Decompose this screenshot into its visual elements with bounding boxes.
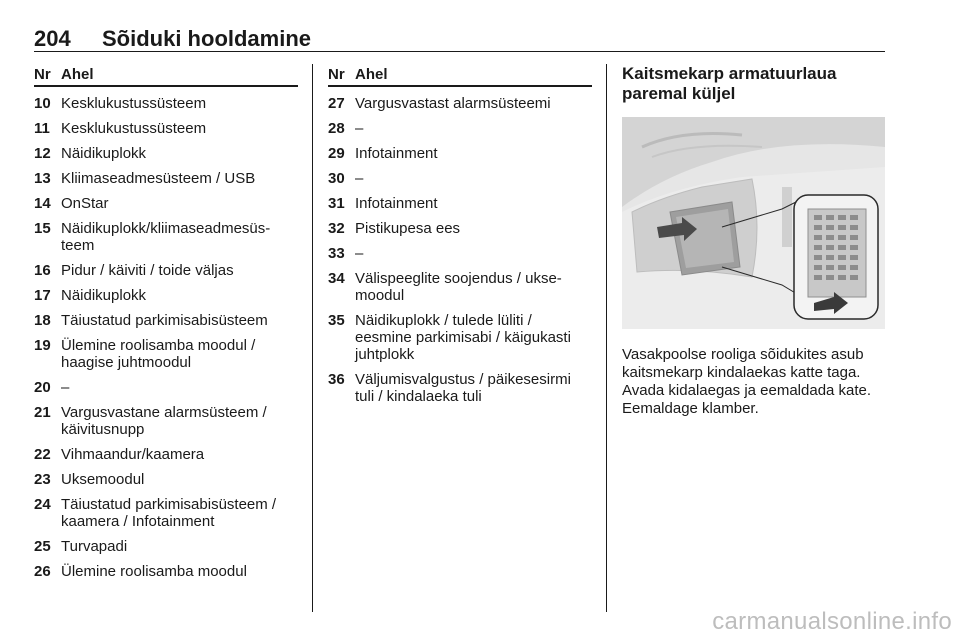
circuit-name: Täiustatud parkimisabisüsteem / kaamera / Infotainment <box>61 496 277 530</box>
circuit-name: Uksemoodul <box>61 471 145 488</box>
fuse-number: 17 <box>34 287 51 304</box>
fuse-number: 33 <box>328 245 345 262</box>
circuit-name: Pistikupesa ees <box>355 220 461 237</box>
table-row <box>34 446 298 463</box>
table-row <box>34 95 298 112</box>
fuse-number: 16 <box>34 262 51 279</box>
table-row <box>34 287 298 304</box>
header-nr: Nr <box>328 66 345 83</box>
circuit-name: Kliimaseadmesüsteem / USB <box>61 170 256 187</box>
table-row <box>34 563 298 580</box>
fuse-number: 21 <box>34 404 51 421</box>
dashboard-illustration <box>622 117 885 329</box>
circuit-name: Ülemine roolisamba moodul <box>61 563 247 580</box>
section-title <box>622 64 887 104</box>
table-row <box>328 371 592 405</box>
paragraph-line: Eemaldage klamber. <box>622 400 759 417</box>
table-row <box>34 404 298 438</box>
circuit-name: – <box>355 170 364 187</box>
table-row <box>328 95 592 112</box>
fuse-number: 20 <box>34 379 51 396</box>
circuit-name: Infotainment <box>355 145 438 162</box>
circuit-name: Vargusvastast alarmsüsteemi <box>355 95 551 112</box>
table-row <box>34 170 298 187</box>
table-row <box>328 270 592 304</box>
fuse-number: 34 <box>328 270 345 287</box>
section-title-line: paremal küljel <box>622 84 736 103</box>
paragraph-line: kaitsmekarp kindalaekas katte taga. <box>622 364 861 381</box>
fuse-number: 35 <box>328 312 345 329</box>
table-header <box>328 64 592 87</box>
paragraph-line: Avada kidalaegas ja eemaldada kate. <box>622 382 872 399</box>
table-row <box>328 245 592 262</box>
table-row <box>34 337 298 371</box>
circuit-name: Kesklukustussüsteem <box>61 120 207 137</box>
circuit-name: – <box>61 379 70 396</box>
table-row <box>34 195 298 212</box>
page-title: Sõiduki hooldamine <box>102 26 312 51</box>
table-row <box>34 538 298 555</box>
table-row <box>328 220 592 237</box>
fuse-table-left <box>34 64 298 588</box>
circuit-name: Näidikuplokk/kliimaseadmesüs- teem <box>61 220 271 254</box>
section-fuse-box <box>622 64 887 418</box>
fuse-number: 14 <box>34 195 51 212</box>
circuit-name: Välispeeglite soojendus / ukse- moodul <box>355 270 562 304</box>
table-row <box>328 170 592 187</box>
fuse-number: 18 <box>34 312 51 329</box>
fuse-number: 11 <box>34 120 50 137</box>
table-row <box>34 471 298 488</box>
fuse-number: 15 <box>34 220 51 237</box>
table-row <box>34 496 298 530</box>
section-title-line: Kaitsmekarp armatuurlaua <box>622 64 837 83</box>
fuse-number: 27 <box>328 95 345 112</box>
fuse-table-right <box>328 64 592 413</box>
paragraph-line: Vasakpoolse rooliga sõidukites asub <box>622 346 864 363</box>
table-row <box>328 145 592 162</box>
fuse-number: 30 <box>328 170 345 187</box>
table-row <box>34 312 298 329</box>
circuit-name: – <box>355 245 364 262</box>
circuit-name: Näidikuplokk <box>61 287 147 304</box>
fuse-number: 23 <box>34 471 51 488</box>
fuse-number: 22 <box>34 446 51 463</box>
column-divider <box>312 64 313 612</box>
fuse-number: 25 <box>34 538 51 555</box>
fuse-number: 24 <box>34 496 51 513</box>
circuit-name: Vargusvastane alarmsüsteem / käivitusnupp <box>61 404 267 438</box>
circuit-name: Ülemine roolisamba moodul / haagise juhtmoodul <box>61 337 256 371</box>
table-rows <box>328 95 592 405</box>
fuse-number: 29 <box>328 145 345 162</box>
circuit-name: Väljumisvalgustus / päikesesirmi tuli / kindalaeka tuli <box>355 371 571 405</box>
header-rule <box>34 51 885 52</box>
circuit-name: – <box>355 120 364 137</box>
fuse-number: 13 <box>34 170 51 187</box>
table-row <box>34 145 298 162</box>
watermark: carmanualsonline.info <box>712 608 952 635</box>
fuse-number: 26 <box>34 563 51 580</box>
circuit-name: Näidikuplokk / tulede lüliti / eesmine parkimisabi / käigukasti juhtplokk <box>355 312 571 363</box>
table-row <box>34 379 298 396</box>
table-row <box>34 262 298 279</box>
page-header <box>34 26 885 52</box>
circuit-name: Vihmaandur/kaamera <box>61 446 205 463</box>
circuit-name: Täiustatud parkimisabisüsteem <box>61 312 268 329</box>
header-circuit: Ahel <box>355 66 388 83</box>
fuse-number: 12 <box>34 145 51 162</box>
fuse-number: 19 <box>34 337 51 354</box>
circuit-name: Näidikuplokk <box>61 145 147 162</box>
fuse-number: 28 <box>328 120 345 137</box>
circuit-name: Pidur / käiviti / toide väljas <box>61 262 234 279</box>
column-divider <box>606 64 607 612</box>
circuit-name: Turvapadi <box>61 538 128 555</box>
header-nr: Nr <box>34 66 51 83</box>
circuit-name: Kesklukustussüsteem <box>61 95 207 112</box>
table-row <box>34 220 298 254</box>
fuse-number: 31 <box>328 195 345 212</box>
page-number: 204 <box>34 26 71 51</box>
circuit-name: OnStar <box>61 195 109 212</box>
table-rows <box>34 95 298 580</box>
circuit-name: Infotainment <box>355 195 438 212</box>
fuse-number: 32 <box>328 220 345 237</box>
glovebox-fusebox-illustration <box>622 117 885 329</box>
table-header <box>34 64 298 87</box>
table-row <box>328 120 592 137</box>
section-paragraph <box>622 346 887 418</box>
fuse-number: 36 <box>328 371 345 388</box>
table-row <box>34 120 298 137</box>
table-row <box>328 195 592 212</box>
table-row <box>328 312 592 363</box>
fuse-number: 10 <box>34 95 51 112</box>
header-circuit: Ahel <box>61 66 94 83</box>
